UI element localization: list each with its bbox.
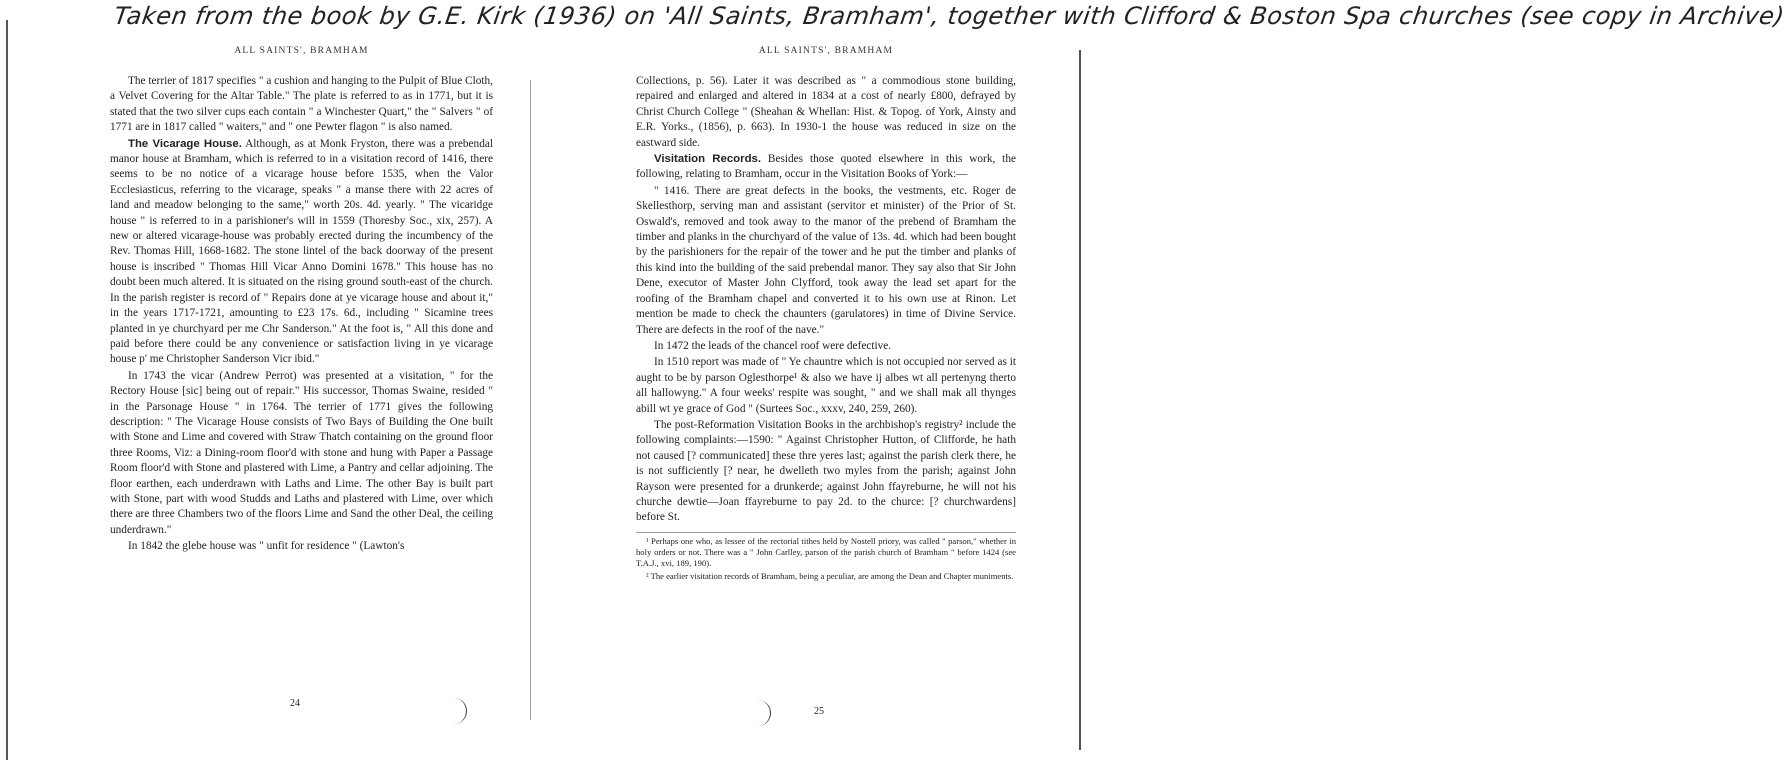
right-page-number: 25 (814, 706, 824, 717)
handwritten-annotation: Taken from the book by G.E. Kirk (1936) on 'All Saints, Bramham', together with Clifford & Boston Spa churches (see copy in Archive) (112, 2, 1786, 30)
paragraph: The terrier of 1817 specifies " a cushion and hanging to the Pulpit of Blue Cloth, a Velvet Covering for the Altar Table." The plate is referred to as in 1771, but it is stated that the two silver cups each contain " a Winchester Quart," the " Salvers " of 1771 are in 1817 called " waiters," and " one Pewter flagon " is also named. (110, 75, 493, 134)
footnote: ² The earlier visitation records of Bramham, being a peculiar, are among the Dean and Chapter muniments. (646, 570, 1014, 581)
footnote: ¹ Perhaps one who, as lessee of the rectorial tithes held by Nostell priory, was called " parson," whether in holy orders or not. There was a " John Carlley, parson of the parish church of Bramham " before 1424 (see T.A.J., xvi, 189, 190). (636, 535, 1016, 568)
right-running-head: ALL SAINTS', BRAMHAM (758, 46, 894, 56)
gutter-line (530, 80, 531, 720)
paragraph (110, 137, 493, 368)
page-curl-mark (452, 698, 467, 724)
section-heading: Visitation Records. (654, 153, 762, 166)
left-page-text (110, 74, 493, 555)
paragraph: In 1743 the vicar (Andrew Perrot) was presented at a visitation, " for the Rectory House [sic] being out of repair." His successor, Thomas Swaine, resided " in the Parsonage House " in 1764. The terrier of 1771 gives the following description: " The Vicarage House consists of Two Bays of Building the One built with Stone and Lime and covered with Straw Thatch containing on the ground floor three Rooms, Viz: a Dining-room floor'd with stone and hung with Paper a Passage Room floor'd with Stone and plastered with Lime, a Pantry and cellar adjoining. The floor earthen, each underdrawn with Laths and Lime. The other Bay is built part with Stone, part with wood Studds and Laths and plastered with Lime, over which there are three Chambers two of the floors Lime and Sand the other Deal, the ceiling underdrawn." (110, 369, 493, 536)
paragraph: In 1842 the glebe house was " unfit for residence " (Lawton's (128, 540, 405, 553)
left-page-edge (6, 20, 8, 760)
right-page-text (636, 74, 1016, 526)
paragraph-text: Besides those quoted elsewhere in this work, the following, relating to Bramham, occur in the Visitation Books of York:— (636, 153, 1016, 181)
paragraph-text: Although, as at Monk Fryston, there was a prebendal manor house at Bramham, which is referred to in a visitation record of 1416, there seems to be no notice of a vicarage house before 1535, when the Valor Ecclesiasticus, referring to the vicarage, speaks " a manse there with 22 acres of land and meadow belonging to the same," worth 20s. 4d. yearly. " The vicaridge house " is referred to in a parishioner's will in 1559 (Thoresby Soc., xix, 257). A new or altered vicarage-house was probably erected during the incumbency of the Rev. Thomas Hill, 1668-1682. The stone lintel of the back doorway of the present house is inscribed " Thomas Hill Vicar Anno Domini 1678." This house has no doubt been much altered. It is situated on the rising ground south-east of the church. In the parish register is record of " Repairs done at ye vicarage house and about it," in the years 1717-1721, amounting to £23 17s. 6d., including " Sicamine trees planted in ye churchyard per me Chr Sanderson." At the foot is, " All this done and paid before there could be any convenience or satisfaction living in ye vicarage house p' me Christopher Sanderson Vicr ibid." (110, 137, 493, 366)
left-page (110, 46, 493, 556)
left-running-head: ALL SAINTS', BRAMHAM (234, 46, 369, 56)
section-heading: The Vicarage House. (128, 137, 242, 150)
right-page-edge (1079, 50, 1081, 750)
footnotes (636, 532, 1016, 582)
paragraph: In 1472 the leads of the chancel roof were defective. (654, 339, 892, 352)
paragraph: In 1510 report was made of " Ye chauntre which is not occupied nor served as it aught to be by parson Oglesthorpe¹ & also we have ij albes wt all pertenyng therto all hallowyng." A four weeks' respite was sought, " and we shall mak all thynges abill wt ye grace of God " (Surtees Soc., xxxv, 240, 259, 260). (636, 356, 1016, 415)
paragraph (636, 152, 1016, 183)
paragraph: " 1416. There are great defects in the books, the vestments, etc. Roger de Skellesthorp, serving man and assistant (servitor et minister) of the Prior of St. Oswald's, removed and took away to the manor of the prebend of Bramham the timber and planks in the churchyard of the value of 13s. 4d. which had been bought by the parishioners for the repair of the tower and he put the timber and planks of this kind into the building of the said prebendal manor. They say also that Sir John Dene, executor of Master John Clyfford, took away the lead set apart for the roofing of the Bramham chapel and converted it to his own use at Rinon. Let mention be made to check the chaunters (garulatores) in time of Divine Service. There are defects in the roof of the nave." (636, 184, 1016, 336)
page-curl-mark (756, 700, 771, 726)
paragraph: The post-Reformation Visitation Books in the archbishop's registry² include the following complaints:—1590: " Against Christopher Hutton, of Clifforde, he hath not caused [? communicated] these thre yeres last; against the parish clerk there, he is not sufficiently [? near, he dwelleth two myles from the parish; against John Rayson were presented for a drunkerde; against John ffayreburne, he will not his churche dewtie—Joan ffayreburne to pay 2d. to the churce: [? churchwardens] before St. (636, 418, 1016, 524)
right-page (636, 46, 1016, 584)
left-page-number: 24 (290, 698, 300, 709)
paragraph: Collections, p. 56). Later it was described as " a commodious stone building, repaired and enlarged and altered in 1834 at a cost of nearly £800, defrayed by Christ Church College " (Sheahan & Whellan: Hist. & Topog. of York, Ainsty and E.R. Yorks., (1856), p. 663). In 1930-1 the house was reduced in size on the eastward side. (636, 75, 1016, 149)
